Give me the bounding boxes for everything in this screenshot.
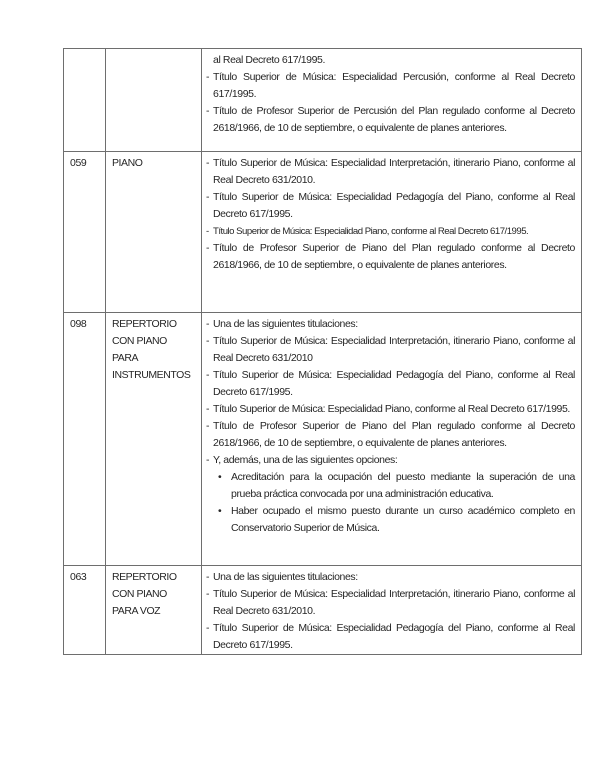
requirements-cell xyxy=(202,313,582,566)
requirements-cell xyxy=(202,49,582,152)
requirement-option-item xyxy=(206,503,575,537)
requirement-item xyxy=(206,316,575,333)
code-cell: 098 xyxy=(64,313,106,566)
code-cell: 059 xyxy=(64,152,106,313)
dash-marker: - xyxy=(206,335,210,347)
bullet-marker: • xyxy=(218,505,222,517)
requirement-item xyxy=(206,367,575,401)
requirement-option-item xyxy=(206,469,575,503)
requirement-text: Una de las siguientes titulaciones: xyxy=(213,571,358,583)
dash-marker: - xyxy=(206,157,210,169)
table-row xyxy=(64,152,582,313)
requirement-item xyxy=(206,333,575,367)
dash-marker: - xyxy=(206,571,210,583)
table-row xyxy=(64,313,582,566)
dash-marker: - xyxy=(206,318,210,330)
requirement-item xyxy=(206,189,575,223)
table-row xyxy=(64,49,582,152)
dash-marker: - xyxy=(206,454,210,466)
code-cell xyxy=(64,49,106,152)
specialty-cell: REPERTORIO CON PIANO PARA VOZ xyxy=(106,566,202,655)
dash-marker: - xyxy=(206,71,210,83)
requirement-item xyxy=(206,401,575,418)
dash-marker: - xyxy=(206,242,210,254)
specialty-cell xyxy=(106,49,202,152)
requirement-item xyxy=(206,569,575,586)
requirement-text: Acreditación para la ocupación del puesto mediante la superación de una prueba práctica convocada por una administración educativa. xyxy=(231,471,575,500)
requirement-text: Título Superior de Música: Especialidad Interpretación, itinerario Piano, conforme al Real Decreto 631/2010. xyxy=(213,157,575,186)
requirement-text: Haber ocupado el mismo puesto durante un curso académico completo en Conservatorio Superior de Música. xyxy=(231,505,575,534)
requirement-item xyxy=(206,52,575,69)
requirement-text: Título Superior de Música: Especialidad Pedagogía del Piano, conforme al Real Decreto 617/1995. xyxy=(213,191,575,220)
requirement-item xyxy=(206,69,575,103)
dash-marker: - xyxy=(206,420,210,432)
dash-marker: - xyxy=(206,191,210,203)
qualifications-table xyxy=(63,48,582,655)
code-cell: 063 xyxy=(64,566,106,655)
requirement-item xyxy=(206,452,575,469)
table-row xyxy=(64,566,582,655)
specialty-cell: PIANO xyxy=(106,152,202,313)
dash-marker: - xyxy=(206,588,210,600)
requirement-item xyxy=(206,620,575,654)
requirement-text: Título Superior de Música: Especialidad Interpretación, itinerario Piano, conforme al Real Decreto 631/2010. xyxy=(213,588,575,617)
bullet-marker: • xyxy=(218,471,222,483)
dash-marker: - xyxy=(206,403,210,415)
requirement-item xyxy=(206,155,575,189)
requirement-item xyxy=(206,418,575,452)
requirement-text: Título Superior de Música: Especialidad Interpretación, itinerario Piano, conforme al Real Decreto 631/2010 xyxy=(213,335,575,364)
requirement-item xyxy=(206,240,575,274)
dash-marker: - xyxy=(206,369,210,381)
requirement-text: Título Superior de Música: Especialidad Piano, conforme al Real Decreto 617/1995. xyxy=(213,226,529,237)
requirement-text: al Real Decreto 617/1995. xyxy=(213,54,325,66)
requirement-item xyxy=(206,223,575,240)
requirements-cell xyxy=(202,566,582,655)
requirement-item xyxy=(206,103,575,137)
requirement-text: Título de Profesor Superior de Percusión del Plan regulado conforme al Decreto 2618/1966, de 10 de septiembre, o equivalente de planes anteriores. xyxy=(213,105,575,134)
dash-marker: - xyxy=(206,622,210,634)
requirement-text: Título de Profesor Superior de Piano del Plan regulado conforme al Decreto 2618/1966, de 10 de septiembre, o equivalente de planes anteriores. xyxy=(213,242,575,271)
requirement-text: Una de las siguientes titulaciones: xyxy=(213,318,358,330)
requirement-text: Título Superior de Música: Especialidad Percusión, conforme al Real Decreto 617/1995. xyxy=(213,71,575,100)
requirement-text: Título Superior de Música: Especialidad Pedagogía del Piano, conforme al Real Decreto 617/1995. xyxy=(213,369,575,398)
requirement-text: Título Superior de Música: Especialidad Pedagogía del Piano, conforme al Real Decreto 617/1995. xyxy=(213,622,575,651)
requirement-text: Título Superior de Música: Especialidad Piano, conforme al Real Decreto 617/1995. xyxy=(213,403,570,415)
requirement-text: Y, además, una de las siguientes opciones: xyxy=(213,454,398,466)
specialty-cell: REPERTORIO CON PIANO PARA INSTRUMENTOS xyxy=(106,313,202,566)
requirement-item xyxy=(206,586,575,620)
requirement-text: Título de Profesor Superior de Piano del Plan regulado conforme al Decreto 2618/1966, de 10 de septiembre, o equivalente de planes anteriores. xyxy=(213,420,575,449)
dash-marker: - xyxy=(206,226,210,237)
requirements-cell xyxy=(202,152,582,313)
dash-marker: - xyxy=(206,105,210,117)
